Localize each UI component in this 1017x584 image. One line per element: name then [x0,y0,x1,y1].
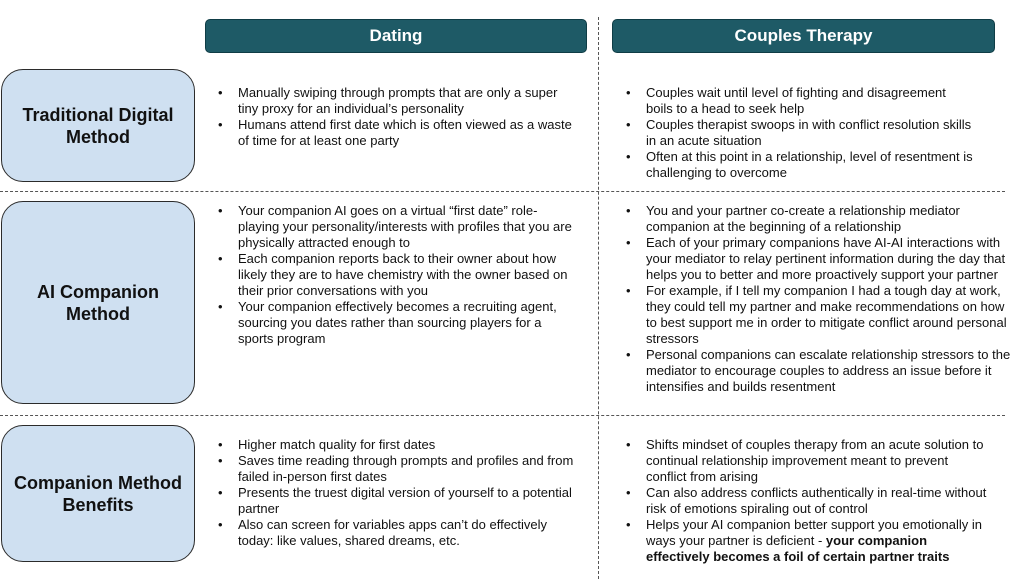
bullet-item: • Saves time reading through prompts and profiles and from failed in-person first dates [206,453,576,485]
bullet-item: • Couples therapist swoops in with conflict resolution skills in an acute situation [614,117,974,149]
column-header-couples-therapy: Couples Therapy [612,19,995,53]
bullet-item: • Each companion reports back to their owner about how likely they are to have chemistry with the owner based on their prior conversations with you [206,251,576,299]
bullet-item: • For example, if I tell my companion I had a tough day at work, they could tell my partner and make recommendations on how to best support me in order to mitigate conflict around personal stressors [614,283,1017,347]
cell-benefits-therapy [614,437,990,565]
bullet-item: • Each of your primary companions have AI-AI interactions with your mediator to relay pertinent information during the day that helps you to better and more proactively support your partner [614,235,1017,283]
bullet-item: • You and your partner co-create a relationship mediator companion at the beginning of a relationship [614,203,1017,235]
bullet-text: Helps your AI companion better support you emotionally in ways your partner is deficient - [646,517,983,548]
bullet-item: • Your companion AI goes on a virtual “first date” role-playing your personality/interests with profiles that you are physically attracted enough to [206,203,576,251]
bullet-item: • Humans attend first date which is often viewed as a waste of time for at least one party [206,117,576,149]
bullet-item: • Higher match quality for first dates [206,437,576,453]
cell-ai-companion-dating [206,203,576,347]
column-divider [598,17,599,579]
row-divider [0,415,1005,416]
bullet-item: • Presents the truest digital version of yourself to a potential partner [206,485,576,517]
bullet-item: • Shifts mindset of couples therapy from an acute solution to continual relationship improvement meant to prevent conflict from arising [614,437,990,485]
bullet-item [614,517,990,565]
cell-traditional-therapy [614,85,974,181]
cell-ai-companion-therapy [614,203,1017,395]
cell-traditional-dating [206,85,576,149]
bullet-item: • Also can screen for variables apps can’t do effectively today: like values, shared dreams, etc. [206,517,576,549]
bullet-item: • Often at this point in a relationship, level of resentment is challenging to overcome [614,149,974,181]
bullet-item: • Can also address conflicts authentically in real-time without risk of emotions spiraling out of control [614,485,990,517]
row-label-ai-companion-method: AI Companion Method [1,201,195,404]
column-header-dating: Dating [205,19,587,53]
cell-benefits-dating [206,437,576,549]
bullet-item: • Your companion effectively becomes a recruiting agent, sourcing you dates rather than sourcing players for a sports program [206,299,576,347]
row-label-traditional-digital-method: Traditional Digital Method [1,69,195,182]
bullet-item: • Couples wait until level of fighting and disagreement boils to a head to seek help [614,85,974,117]
row-divider [0,191,1005,192]
bullet-item: • Personal companions can escalate relationship stressors to the mediator to encourage couples to address an issue before it intensifies and builds resentment [614,347,1017,395]
row-label-companion-method-benefits: Companion Method Benefits [1,425,195,562]
bold-emphasis: your companion effectively becomes a foil of certain partner traits [646,533,950,564]
bullet-item: • Manually swiping through prompts that are only a super tiny proxy for an individual’s personality [206,85,576,117]
